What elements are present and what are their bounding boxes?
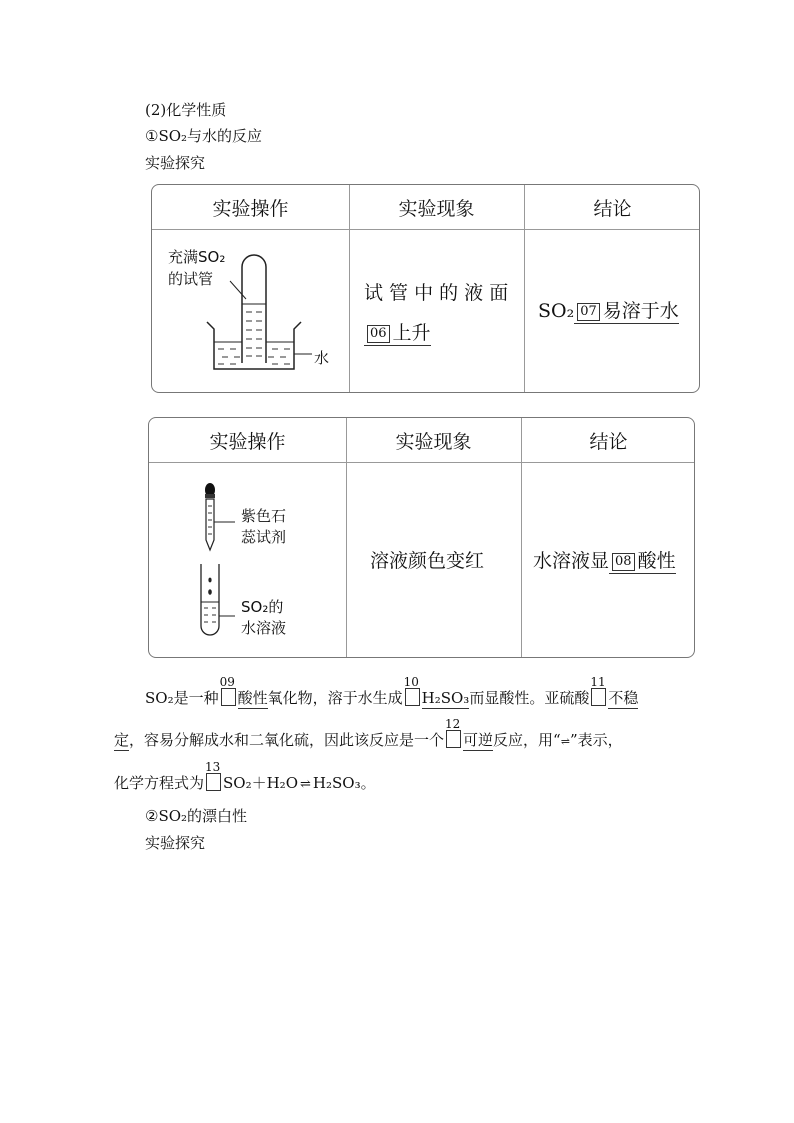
blank-box-10 bbox=[403, 675, 420, 706]
table1-header-operation: 实验操作 bbox=[212, 197, 289, 220]
text: 。 bbox=[360, 774, 376, 792]
table2-phenomenon: 溶液颜色变红 bbox=[370, 550, 485, 572]
answer-08: 酸性 bbox=[637, 550, 676, 572]
answer-11: 不稳 bbox=[608, 689, 639, 707]
blank-box-09 bbox=[219, 675, 236, 706]
explore-label: 实验探究 bbox=[145, 154, 206, 172]
reversible-arrow-icon: ⇌ bbox=[560, 735, 570, 748]
answer-09: 酸性 bbox=[237, 689, 268, 707]
blank-number-06: 06 bbox=[367, 325, 390, 343]
blank-number-13: 13 bbox=[205, 760, 221, 774]
solution-shows-text: 水溶液显 bbox=[533, 550, 610, 572]
subsection-title: ①SO₂与水的反应 bbox=[145, 127, 263, 145]
reversible-arrow-icon: ⇌ bbox=[300, 777, 311, 792]
blank-box-13 bbox=[205, 760, 221, 791]
equation-product: H₂SO₃ bbox=[312, 774, 361, 792]
blank-box-12 bbox=[445, 717, 461, 748]
text: 反应，用“ bbox=[493, 731, 561, 749]
table1-phenomenon-line1: 试 管 中 的 液 面 bbox=[364, 282, 509, 304]
litmus-label-1: 紫色石 bbox=[241, 507, 287, 525]
text: 化学方程式为 bbox=[114, 774, 205, 792]
text: 而显酸性。亚硫酸 bbox=[469, 689, 590, 707]
solution-label-1: SO₂的 bbox=[241, 598, 284, 616]
equation-reactants: SO₂＋H₂O bbox=[223, 774, 298, 792]
blank-number-11: 11 bbox=[590, 675, 606, 689]
blank-number-09: 09 bbox=[219, 675, 235, 689]
so2-text: SO₂ bbox=[538, 300, 575, 322]
text: SO₂是一种 bbox=[145, 689, 219, 707]
bleach-section-title: ②SO₂的漂白性 bbox=[145, 807, 248, 825]
blank-box-11 bbox=[590, 675, 606, 706]
answer-12: 可逆 bbox=[463, 731, 494, 749]
answer-10: H₂SO₃ bbox=[421, 689, 470, 707]
table2-conclusion bbox=[533, 541, 676, 581]
paragraph-line-2 bbox=[114, 717, 623, 752]
text: ，容易分解成水和二氧化硫，因此该反应是一个 bbox=[129, 731, 445, 749]
test-tube-in-beaker-diagram bbox=[152, 229, 349, 393]
litmus-label-2: 蕊试剂 bbox=[241, 528, 287, 546]
table1-header-conclusion: 结论 bbox=[593, 197, 632, 220]
section-title: (2)化学性质 bbox=[145, 101, 227, 119]
text: ”表示， bbox=[569, 731, 623, 749]
tube-label-2: 的试管 bbox=[168, 270, 214, 288]
paragraph-line-3 bbox=[114, 760, 376, 795]
table1-conclusion bbox=[538, 291, 679, 331]
blank-number-10: 10 bbox=[403, 675, 419, 689]
table2-header-conclusion: 结论 bbox=[589, 430, 628, 453]
table1-header-phenomenon: 实验现象 bbox=[398, 197, 475, 220]
blank-number-08: 08 bbox=[612, 553, 635, 571]
solution-label-2: 水溶液 bbox=[241, 619, 287, 637]
water-label: 水 bbox=[314, 349, 330, 367]
answer-06: 上升 bbox=[392, 322, 431, 344]
answer-11-cont: 定 bbox=[114, 731, 130, 749]
tube-label-1: 充满SO₂ bbox=[168, 248, 226, 266]
answer-07: 易溶于水 bbox=[602, 300, 679, 322]
table2-header-operation: 实验操作 bbox=[209, 430, 286, 453]
table2-header-phenomenon: 实验现象 bbox=[395, 430, 472, 453]
explore-label-2: 实验探究 bbox=[145, 834, 206, 852]
experiment-table-2 bbox=[148, 417, 695, 658]
text: 氧化物，溶于水生成 bbox=[267, 689, 403, 707]
paragraph-line-1 bbox=[145, 675, 639, 708]
table1-phenomenon-line2 bbox=[364, 313, 431, 353]
blank-number-07: 07 bbox=[577, 303, 600, 321]
experiment-table-1 bbox=[151, 184, 700, 393]
blank-number-12: 12 bbox=[445, 717, 461, 731]
